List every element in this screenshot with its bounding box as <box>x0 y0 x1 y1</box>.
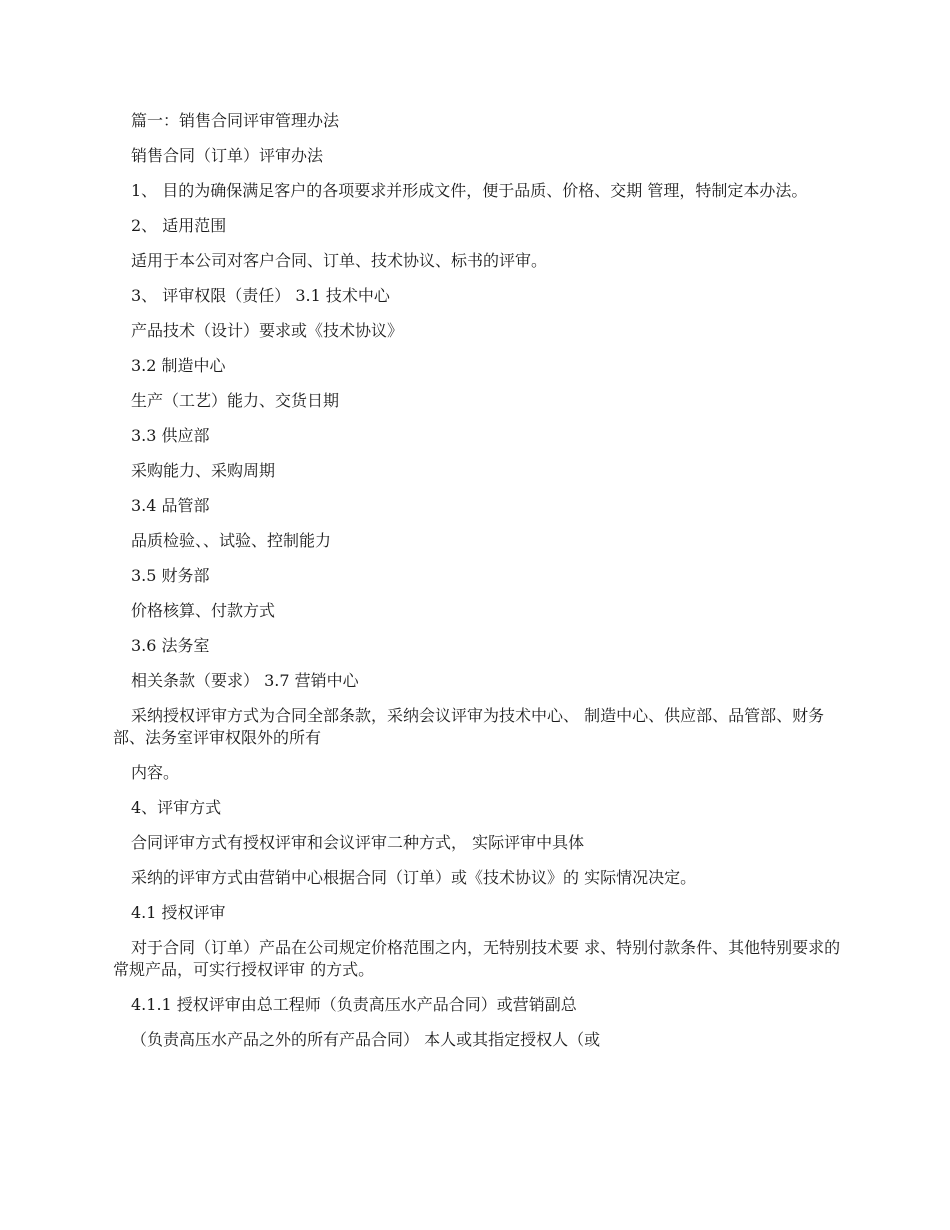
subsection-heading: 3.4 品管部 <box>131 496 210 515</box>
paragraph: 适用于本公司对客户合同、订单、技术协议、标书的评审。 <box>131 251 548 270</box>
subsection-heading: 3.3 供应部 <box>131 426 210 445</box>
paragraph: （负责高压水产品之外的所有产品合同） 本人或其指定授权人（或 <box>131 1030 601 1049</box>
subsection-heading: 4.1 授权评审 <box>131 903 226 922</box>
section-heading: 2、 适用范围 <box>131 216 227 235</box>
document-title: 篇一：销售合同评审管理办法 <box>131 111 340 130</box>
paragraph: 4.1.1 授权评审由总工程师（负责高压水产品合同）或营销副总 <box>131 995 577 1014</box>
subsection-heading: 3.6 法务室 <box>131 636 210 655</box>
paragraph: 相关条款（要求） 3.7 营销中心 <box>131 671 359 690</box>
paragraph: 合同评审方式有授权评审和会议评审二种方式， 实际评审中具体 <box>131 833 585 852</box>
paragraph: 内容。 <box>131 763 180 782</box>
paragraph: 对于合同（订单）产品在公司规定价格范围之内，无特别技术要 求、特别付款条件、其他特别要求的常规产品，可实行授权评审 的方式。 <box>113 938 841 979</box>
paragraph: 价格核算、付款方式 <box>131 601 276 620</box>
section-heading: 4、评审方式 <box>131 798 222 817</box>
paragraph: 采纳授权评审方式为合同全部条款，采纳会议评审为技术中心、 制造中心、供应部、品管部、财务部、法务室评审权限外的所有 <box>113 706 825 747</box>
subsection-heading: 3.5 财务部 <box>131 566 210 585</box>
paragraph: 1、 目的为确保满足客户的各项要求并形成文件，便于品质、价格、交期 管理，特制定本办法。 <box>131 181 808 200</box>
paragraph: 采购能力、采购周期 <box>131 461 276 480</box>
subsection-heading: 3.2 制造中心 <box>131 356 226 375</box>
document-subtitle: 销售合同（订单）评审办法 <box>131 146 324 165</box>
section-heading: 3、 评审权限（责任） 3.1 技术中心 <box>131 286 390 305</box>
paragraph: 生产（工艺）能力、交货日期 <box>131 391 340 410</box>
paragraph: 采纳的评审方式由营销中心根据合同（订单）或《技术协议》的 实际情况决定。 <box>131 868 697 887</box>
document-body <box>113 110 843 1064</box>
paragraph: 产品技术（设计）要求或《技术协议》 <box>131 321 404 340</box>
paragraph: 品质检验、、试验、控制能力 <box>131 531 332 550</box>
